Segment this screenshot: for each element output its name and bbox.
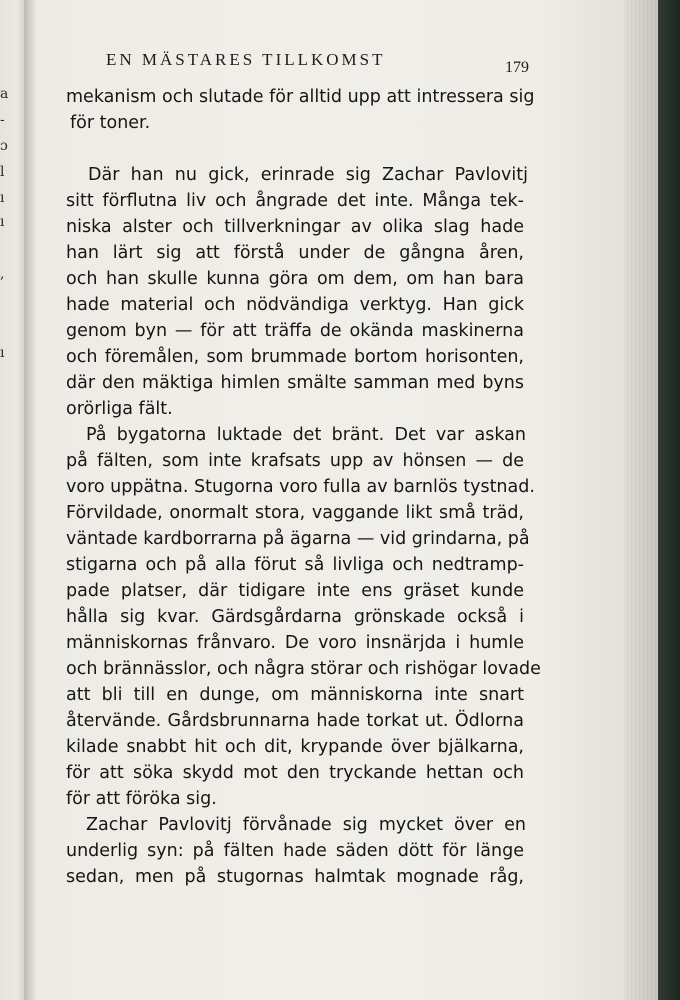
page-stack-edge — [624, 0, 658, 1000]
text-line: underlig syn: på fälten hade säden dött för länge — [66, 841, 524, 861]
margin-char: - — [0, 112, 5, 128]
text-line: sedan, men på stugornas halmtak mognade råg, — [66, 867, 524, 887]
margin-char: a — [0, 86, 9, 102]
text-line: väntade kardborrarna på ägarna — vid grindarna, på — [66, 529, 530, 549]
text-line: han lärt sig att förstå under de gångna åren, — [66, 243, 524, 263]
text-line: för toner. — [70, 113, 151, 133]
text-line: på fälten, som inte krafsats upp av hönsen — de — [66, 451, 524, 471]
text-line: hade material och nödvändiga verktyg. Han gick — [66, 295, 524, 315]
book-cover-edge — [658, 0, 680, 1000]
text-line: stigarna och på alla förut så livliga och nedtramp- — [66, 555, 524, 575]
text-line: människornas frånvaro. De voro insnärjda i humle — [66, 633, 524, 653]
text-line: Zachar Pavlovitj förvånade sig mycket över en — [86, 815, 526, 835]
page-number: 179 — [505, 59, 529, 76]
running-head: EN MÄSTARES TILLKOMST — [106, 50, 386, 69]
text-line: Där han nu gick, erinrade sig Zachar Pavlovitj — [88, 165, 528, 185]
margin-char: ı — [0, 345, 5, 361]
facing-page-edge — [0, 0, 24, 1000]
text-line: På bygatorna luktade det bränt. Det var askan — [86, 425, 526, 445]
margin-char: ı — [0, 190, 5, 206]
margin-char: ɔ — [0, 138, 8, 154]
text-line: och brännässlor, och några störar och rishögar lovade — [66, 659, 541, 679]
text-line: och föremålen, som brummade bortom horisonten, — [66, 347, 524, 367]
text-line: mekanism och slutade för alltid upp att intressera sig — [66, 87, 535, 107]
margin-char: l — [0, 164, 5, 180]
text-line: niska alster och tillverkningar av olika slag hade — [66, 217, 524, 237]
text-line: voro uppätna. Stugorna voro fulla av barnlös tystnad. — [66, 477, 535, 497]
text-line: orörliga fält. — [66, 399, 173, 419]
text-line: sitt förflutna liv och ångrade det inte. Många tek- — [66, 191, 524, 211]
text-line: kilade snabbt hit och dit, krypande över bjälkarna, — [66, 737, 524, 757]
text-line: Förvildade, onormalt stora, vaggande likt små träd, — [66, 503, 524, 523]
text-line: pade platser, där tidigare inte ens gräset kunde — [66, 581, 524, 601]
margin-char: , — [0, 266, 5, 282]
text-line: för att söka skydd mot den tryckande hettan och — [66, 763, 524, 783]
text-line: hålla sig kvar. Gärdsgårdarna grönskade också i — [66, 607, 524, 627]
text-line: och han skulle kunna göra om dem, om han bara — [66, 269, 524, 289]
text-line: att bli till en dunge, om människorna inte snart — [66, 685, 524, 705]
text-line: för att föröka sig. — [66, 789, 217, 809]
text-line: återvände. Gårdsbrunnarna hade torkat ut. Ödlorna — [66, 711, 524, 731]
margin-char: ı — [0, 214, 5, 230]
gutter — [24, 0, 36, 1000]
text-line: där den mäktiga himlen smälte samman med byns — [66, 373, 524, 393]
text-line: genom byn — för att träffa de okända maskinerna — [66, 321, 524, 341]
